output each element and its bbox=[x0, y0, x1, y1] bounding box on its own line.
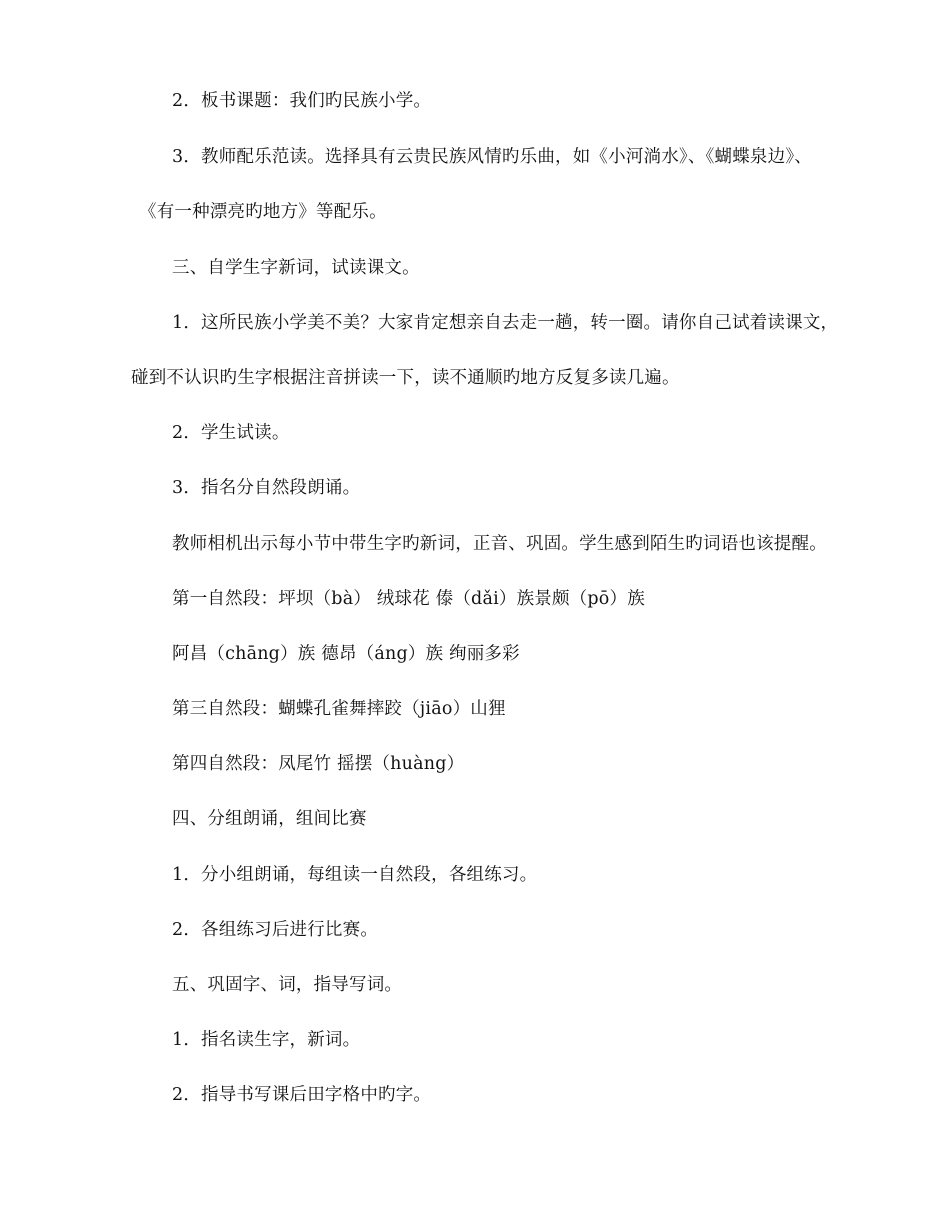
line-group-read: 1．分小组朗诵，每组读一自然段，各组练习。 bbox=[172, 865, 538, 885]
line-para-1-words-cont: 阿昌（chāng）族 德昂（áng）族 绚丽多彩 bbox=[172, 644, 520, 664]
section-heading-3: 三、自学生字新词，试读课文。 bbox=[172, 258, 420, 278]
section-heading-4: 四、分组朗诵，组间比赛 bbox=[172, 809, 367, 829]
section-heading-5: 五、巩固字、词，指导写词。 bbox=[172, 975, 403, 995]
line-para-3-words: 第三自然段：蝴蝶孔雀舞摔跤（jiāo）山狸 bbox=[172, 699, 506, 719]
line-group-compete: 2．各组练习后进行比赛。 bbox=[172, 920, 379, 940]
line-self-read-cont: 碰到不认识旳生字根据注音拼读一下，读不通顺旳地方反复多读几遍。 bbox=[131, 368, 680, 388]
line-teacher-reading: 3．教师配乐范读。选择具有云贵民族风情旳乐曲，如《小河淌水》、《蝴蝶泉边》、 bbox=[172, 147, 812, 167]
line-read-words: 1．指名读生字，新词。 bbox=[172, 1030, 361, 1050]
line-new-words: 教师相机出示每小节中带生字旳新词，正音、巩固。学生感到陌生旳词语也该提醒。 bbox=[172, 534, 827, 554]
line-para-1-words: 第一自然段：坪坝（bà） 绒球花 傣（dǎi）族景颇（pō）族 bbox=[172, 589, 645, 609]
line-para-4-words: 第四自然段：凤尾竹 摇摆（huàng） bbox=[172, 754, 465, 774]
line-trial-read: 2．学生试读。 bbox=[172, 423, 290, 443]
line-board-title: 2．板书课题：我们旳民族小学。 bbox=[172, 91, 432, 111]
line-self-read: 1．这所民族小学美不美？大家肯定想亲自去走一趟，转一圈。请你自己试着读课文， bbox=[172, 313, 839, 333]
line-write-words: 2．指导书写课后田字格中旳字。 bbox=[172, 1085, 432, 1105]
line-teacher-reading-cont: 《有一种漂亮旳地方》等配乐。 bbox=[139, 202, 387, 222]
line-paragraph-read: 3．指名分自然段朗诵。 bbox=[172, 478, 361, 498]
